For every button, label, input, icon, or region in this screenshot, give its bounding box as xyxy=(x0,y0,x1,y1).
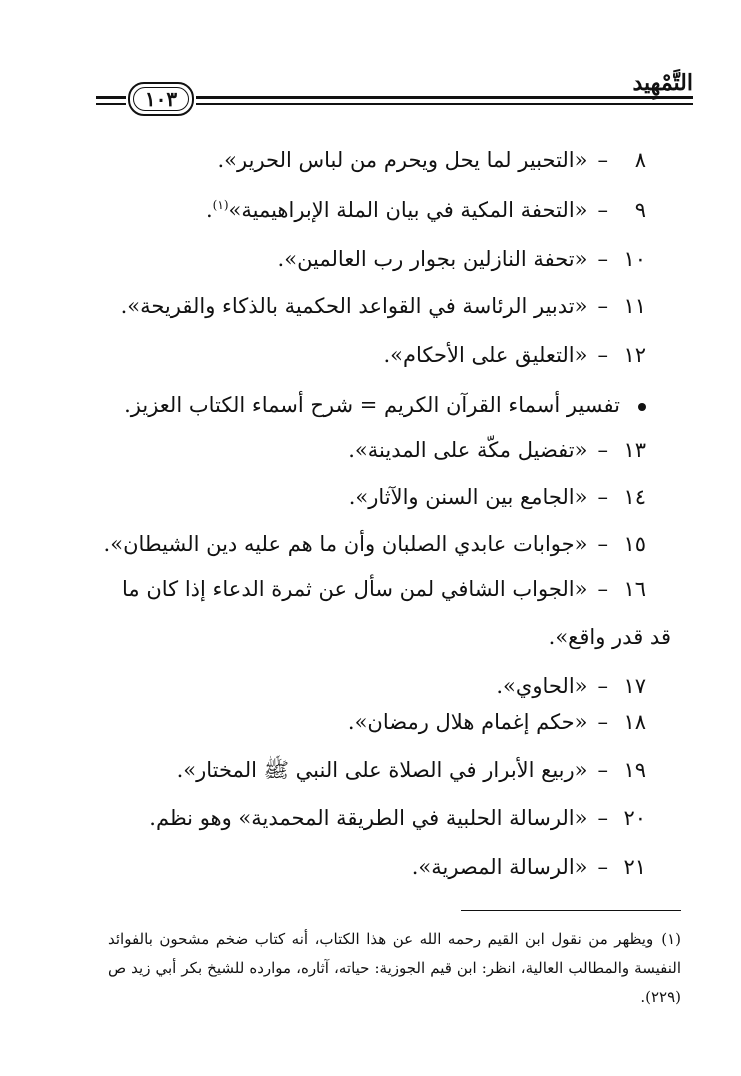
item-dash: – xyxy=(597,485,608,509)
item-number: ١٢ xyxy=(623,343,646,367)
item-title: «تحفة النازلين بجوار رب العالمين». xyxy=(277,247,588,271)
item-title: «الرسالة المصرية». xyxy=(411,855,588,879)
item-title: «جوابات عابدي الصلبان وأن ما هم عليه دين الشيطان». xyxy=(103,532,588,556)
item-dash: – xyxy=(597,806,608,830)
item-number: ١٠ xyxy=(623,247,646,271)
list-item xyxy=(121,296,646,317)
list-item xyxy=(349,487,646,508)
item-number: ١٤ xyxy=(623,485,646,509)
list-item xyxy=(206,199,646,221)
item-title: «ربيع الأبرار في الصلاة على النبي ﷺ المختار». xyxy=(176,758,588,782)
list-item xyxy=(412,857,646,878)
item-number: ١٧ xyxy=(623,674,646,698)
item-dash: – xyxy=(597,577,608,601)
item-continuation: قد قدر واقع». xyxy=(548,625,671,649)
footnote-rule xyxy=(461,910,681,911)
item-number: ١٩ xyxy=(623,758,646,782)
item-number: ١١ xyxy=(623,294,646,318)
list-item xyxy=(348,712,646,733)
bullet-text: تفسير أسماء القرآن الكريم = شرح أسماء الكتاب العزيز. xyxy=(124,393,620,417)
item-dash: – xyxy=(597,438,608,462)
item-title: «تدبير الرئاسة في القواعد الحكمية بالذكاء والقريحة». xyxy=(120,294,588,318)
item-dash: – xyxy=(597,148,608,172)
list-item xyxy=(218,150,647,171)
header-rule-left xyxy=(96,96,126,99)
item-number: ١٥ xyxy=(623,532,646,556)
item-title: «التحفة المكية في بيان الملة الإبراهيمية» xyxy=(228,198,588,222)
item-tail: . xyxy=(205,198,213,222)
footnote xyxy=(108,925,681,1012)
bullet-dot xyxy=(638,403,646,411)
item-title: «التحبير لما يحل ويحرم من لباس الحرير». xyxy=(217,148,588,172)
item-number: ٢٠ xyxy=(623,806,646,830)
item-number: ١٣ xyxy=(623,438,646,462)
item-number: ١٨ xyxy=(623,710,646,734)
item-title: «تفضيل مكّة على المدينة». xyxy=(348,438,588,462)
list-item xyxy=(496,676,646,697)
header-rule xyxy=(196,96,693,99)
item-dash: – xyxy=(597,674,608,698)
footnote-text: ويظهر من نقول ابن القيم رحمه الله عن هذا الكتاب، أنه كتاب ضخم مشحون بالفوائد النفيسة والمطالب العالية، انظر: ابن قيم الجوزية: حياته، آثاره، موارده للشيخ بكر أبي زيد ص (٢٢٩). xyxy=(108,930,681,1006)
item-number: ٢١ xyxy=(623,855,646,879)
bullet-item xyxy=(124,395,646,416)
list-item xyxy=(383,345,646,366)
page-number xyxy=(128,82,194,116)
item-dash: – xyxy=(597,532,608,556)
list-item xyxy=(348,440,646,461)
item-dash: – xyxy=(597,198,608,222)
running-title: التَّمْهِيد xyxy=(632,70,693,96)
item-dash: – xyxy=(597,247,608,271)
page-number-text: ١٠٣ xyxy=(144,87,178,111)
list-item xyxy=(177,760,646,781)
item-number: ٩ xyxy=(634,198,646,222)
item-number: ١٦ xyxy=(623,577,646,601)
item-dash: – xyxy=(597,855,608,879)
item-title: «حكم إغمام هلال رمضان». xyxy=(347,710,588,734)
list-item xyxy=(149,808,646,829)
footnote-ref[interactable]: (١) xyxy=(212,198,229,212)
item-dash: – xyxy=(597,710,608,734)
list-item xyxy=(104,534,646,555)
header-rule xyxy=(196,103,693,105)
list-item xyxy=(105,565,671,661)
header-rule-left xyxy=(96,103,126,105)
list-item xyxy=(278,249,646,270)
item-number: ٨ xyxy=(634,148,646,172)
item-title: «الرسالة الحلبية في الطريقة المحمدية» وهو نظم. xyxy=(149,806,588,830)
item-title: «التعليق على الأحكام». xyxy=(383,343,588,367)
item-title: «الجواب الشافي لمن سأل عن ثمرة الدعاء إذا كان ما xyxy=(122,577,588,601)
item-dash: – xyxy=(597,294,608,318)
item-dash: – xyxy=(597,343,608,367)
item-title: «الجامع بين السنن والآثار». xyxy=(348,485,588,509)
item-title: «الحاوي». xyxy=(496,674,588,698)
footnote-mark: (١) xyxy=(661,930,681,948)
item-dash: – xyxy=(597,758,608,782)
